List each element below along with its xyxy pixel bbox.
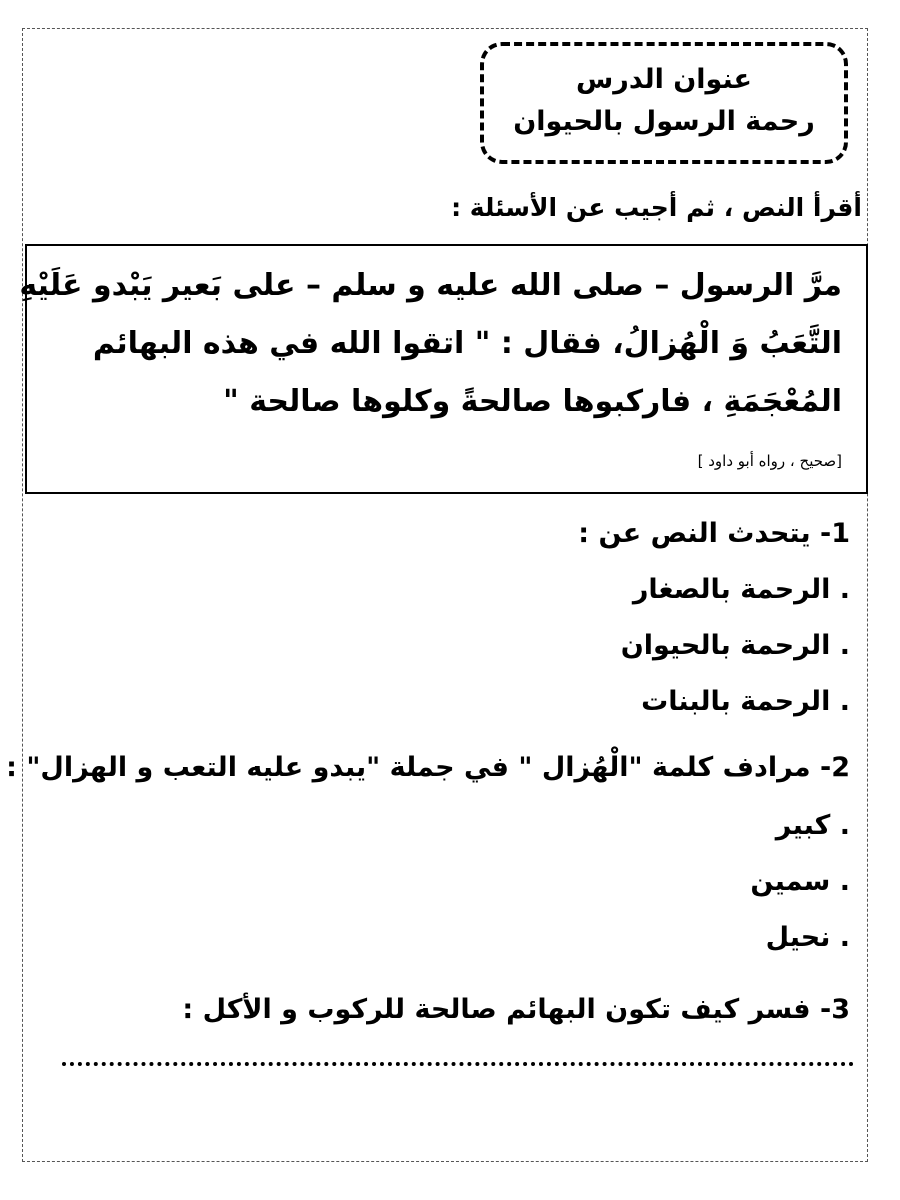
passage-line-2: التَّعَبُ وَ الْهُزالُ، فقال : " اتقوا الله في هذه البهائم <box>92 326 842 361</box>
question-1-option-2: . الرحمة بالحيوان <box>620 630 850 661</box>
question-2-option-2: . سمين <box>750 866 850 897</box>
instruction-text: أقرأ النص ، ثم أجيب عن الأسئلة : <box>451 193 862 222</box>
passage-box <box>19 244 868 494</box>
lesson-title: رحمة الرسول بالحيوان <box>513 106 815 137</box>
answer-line[interactable] <box>62 1062 854 1066</box>
question-1-option-1: . الرحمة بالصغار <box>632 574 850 605</box>
passage-line-1: مرَّ الرسول – صلى الله عليه و سلم – على بَعير يَبْدو عَلَيْهِ <box>19 268 842 303</box>
question-1: 1- يتحدث النص عن : <box>578 518 850 549</box>
lesson-title-box <box>480 42 848 164</box>
question-2-option-1: . كبير <box>775 810 850 841</box>
question-3: 3- فسر كيف تكون البهائم صالحة للركوب و الأكل : <box>182 994 850 1025</box>
passage-source: [صحيح ، رواه أبو داود ] <box>697 452 842 470</box>
passage-line-3: المُعْجَمَةِ ، فاركبوها صالحةً وكلوها صالحة " <box>223 384 842 419</box>
question-2-option-3: . نحيل <box>765 922 850 953</box>
question-1-option-3: . الرحمة بالبنات <box>641 686 850 717</box>
lesson-title-label: عنوان الدرس <box>576 64 752 95</box>
question-2: 2- مرادف كلمة "الْهُزال " في جملة "يبدو عليه التعب و الهزال" : <box>6 752 850 783</box>
